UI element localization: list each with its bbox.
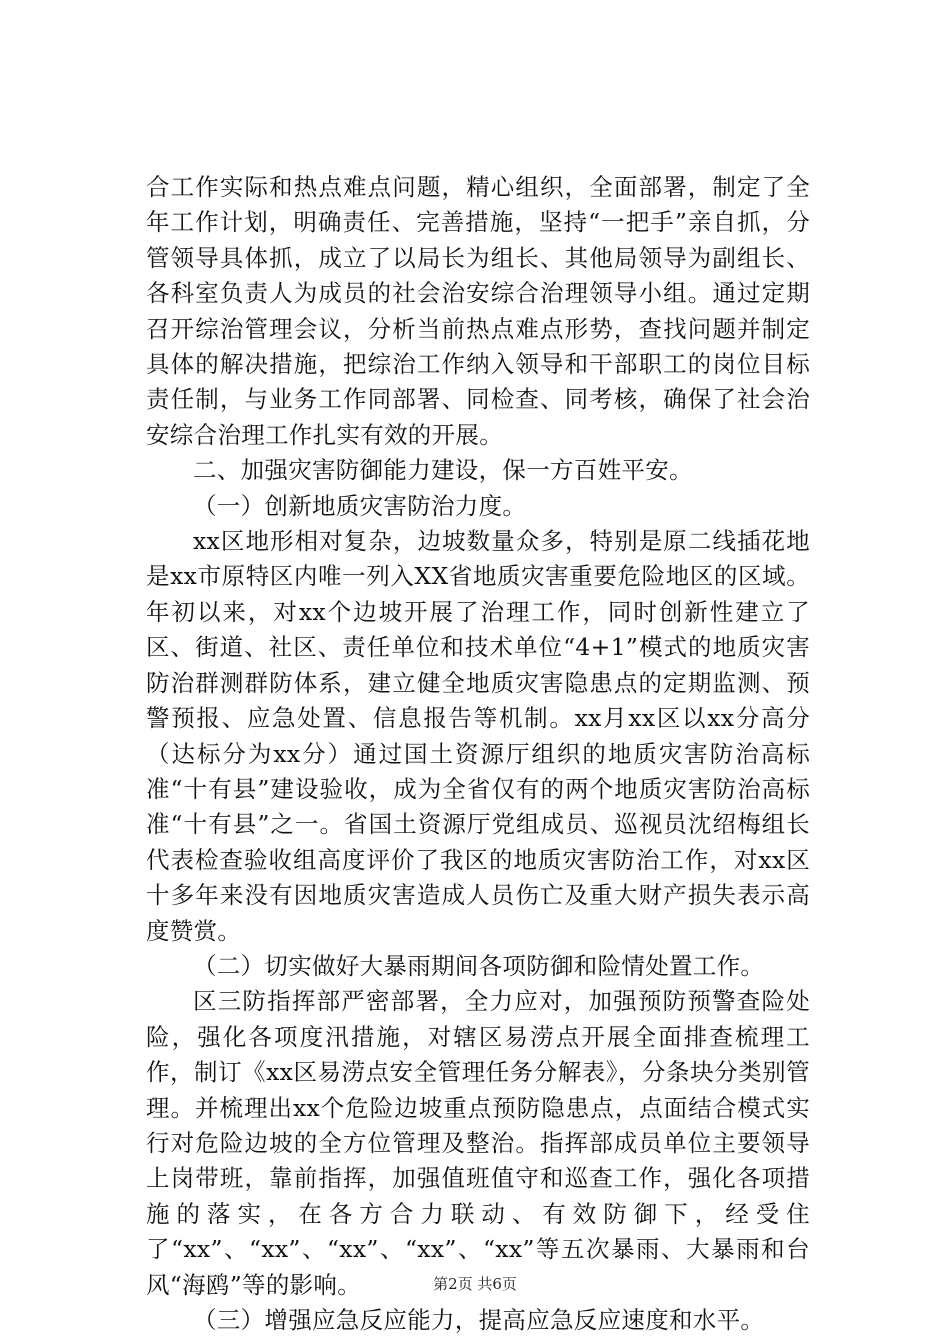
paragraph-geological-disaster: xx区地形相对复杂，边坡数量众多，特别是原二线插花地是xx市原特区内唯一列入XX省地质灾害重要危险地区的区域。年初以来，对xx个边坡开展了治理工作，同时创新性建立了区、街道、社区、责任单位和技术单位“4+1”模式的地质灾害防治群测群防体系，建立健全地质灾害隐患点的定期监测、预警预报、应急处置、信息报告等机制。xx月xx区以xx分高分（达标分为xx分）通过国土资源厅组织的地质灾害防治高标准“十有县”建设验收，成为全省仅有的两个地质灾害防治高标准“十有县”之一。省国土资源厅党组成员、巡视员沈绍梅组长代表检查验收组高度评价了我区的地质灾害防治工作，对xx区十多年来没有因地质灾害造成人员伤亡及重大财产损失表示高度赞赏。: [146, 527, 810, 945]
page-number-footer: 第2页 共6页: [433, 1275, 517, 1293]
subsection-heading-1: （一）创新地质灾害防治力度。: [193, 491, 527, 520]
subsection-heading-2: （二）切实做好大暴雨期间各项防御和险情处置工作。: [193, 951, 765, 980]
paragraph-rainstorm-response: 区三防指挥部严密部署，全力应对，加强预防预警查险处险，强化各项度汛措施，对辖区易涝点开展全面排查梳理工作，制订《xx区易涝点安全管理任务分解表》，分条块分类别管理。并梳理出xx个危险边坡重点预防隐患点，点面结合模式实行对危险边坡的全方位管理及整治。指挥部成员单位主要领导上岗带班，靠前指挥，加强值班值守和巡查工作，强化各项措施的落实，在各方合力联动、有效防御下，经受住了“xx”、“xx”、“xx”、“xx”、“xx”等五次暴雨、大暴雨和台风“海鸥”等的影响。: [146, 987, 810, 1299]
document-body: [146, 170, 810, 1338]
paragraph-continuation: 合工作实际和热点难点问题，精心组织，全面部署，制定了全年工作计划，明确责任、完善措施，坚持“一把手”亲自抓，分管领导具体抓，成立了以局长为组长、其他局领导为副组长、各科室负责人为成员的社会治安综合治理领导小组。通过定期召开综治管理会议，分析当前热点难点形势，查找问题并制定具体的解决措施，把综治工作纳入领导和干部职工的岗位目标责任制，与业务工作同部署、同检查、同考核，确保了社会治安综合治理工作扎实有效的开展。: [146, 173, 810, 449]
section-heading-2: 二、加强灾害防御能力建设，保一方百姓平安。: [193, 456, 693, 485]
subsection-heading-3: （三）增强应急反应能力，提高应急反应速度和水平。: [193, 1306, 765, 1334]
